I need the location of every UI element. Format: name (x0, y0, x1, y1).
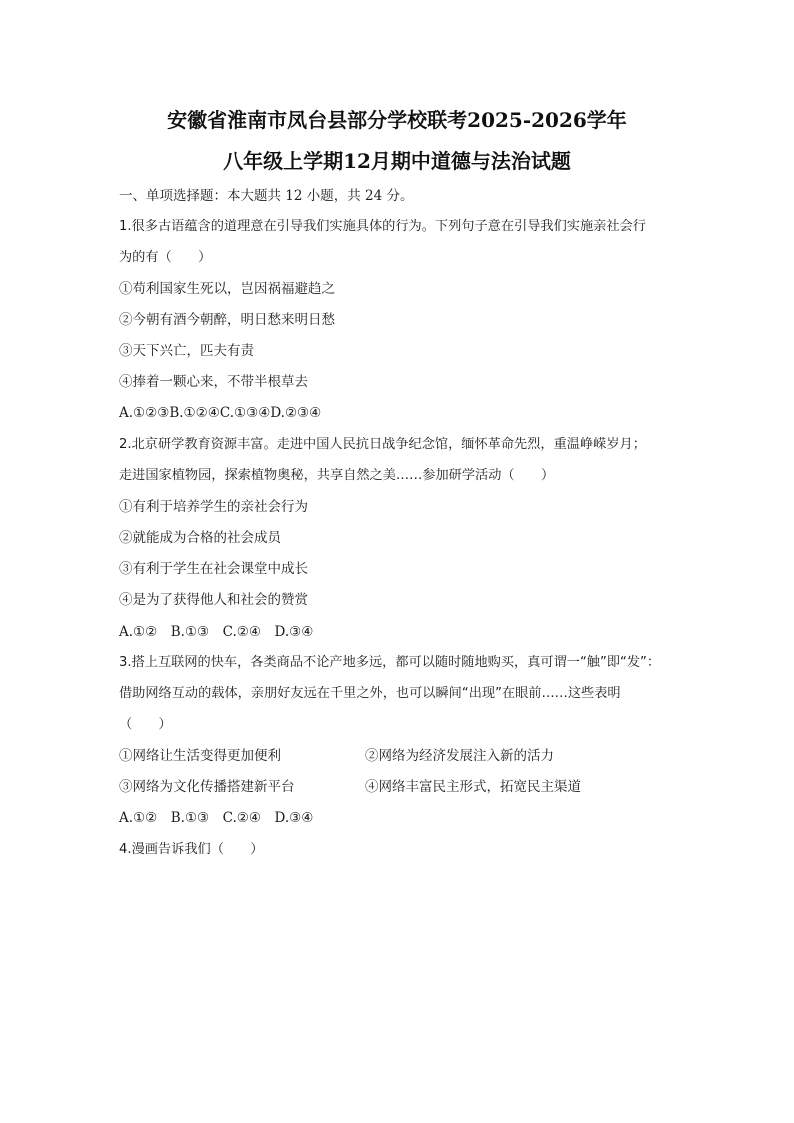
question-1-options: A.①②③B.①②④C.①③④D.②③④ (119, 405, 322, 421)
page-subtitle: 八年级上学期12月期中道德与法治试题 (223, 149, 571, 173)
question-3-stem-line-1: 3.搭上互联网的快车，各类商品不论产地多远，都可以随时随地购买，真可谓一“触”即“发”： (119, 655, 661, 670)
question-1-item-1: ①苟利国家生死以，岂因祸福避趋之 (119, 281, 335, 297)
question-3-options: A.①② B.①③ C.②④ D.③④ (119, 810, 314, 826)
question-3-stem-line-3: （ ） (119, 717, 172, 732)
question-3-item-4: ④网络丰富民主形式，拓宽民主渠道 (365, 779, 581, 795)
question-3-item-2: ②网络为经济发展注入新的活力 (365, 748, 554, 764)
question-2-stem-line-1: 2.北京研学教育资源丰富。走进中国人民抗日战争纪念馆，缅怀革命先烈，重温峥嵘岁月； (119, 437, 646, 452)
question-1-item-2: ②今朝有酒今朝醉，明日愁来明日愁 (119, 312, 335, 328)
question-2-item-3: ③有利于学生在社会课堂中成长 (119, 561, 308, 577)
question-3-item-3: ③网络为文化传播搭建新平台 (119, 779, 295, 795)
question-2-options: A.①② B.①③ C.②④ D.③④ (119, 624, 314, 640)
question-2-item-2: ②就能成为合格的社会成员 (119, 530, 281, 546)
question-1-stem-line-1: 1.很多古语蕴含的道理意在引导我们实施具体的行为。下列句子意在引导我们实施亲社会行 (119, 219, 646, 234)
question-2-item-4: ④是为了获得他人和社会的赞赏 (119, 592, 308, 608)
question-1-stem-line-2: 为的有（ ） (119, 250, 212, 265)
question-3-stem-line-2: 借助网络互动的载体，亲朋好友远在千里之外，也可以瞬间“出现”在眼前……这些表明 (119, 686, 621, 701)
question-2-stem-line-2: 走进国家植物园，探索植物奥秘，共享自然之美……参加研学活动（ ） (119, 468, 555, 483)
page-title: 安徽省淮南市凤台县部分学校联考2025-2026学年 (167, 108, 627, 132)
question-2-item-1: ①有利于培养学生的亲社会行为 (119, 499, 308, 515)
question-3-item-1: ①网络让生活变得更加便利 (119, 748, 281, 764)
section-heading: 一、单项选择题：本大题共 12 小题，共 24 分。 (119, 188, 414, 204)
question-1-item-4: ④捧着一颗心来，不带半根草去 (119, 374, 308, 390)
question-1-item-3: ③天下兴亡，匹夫有责 (119, 343, 254, 359)
question-4-stem-line-1: 4.漫画告诉我们（ ） (119, 842, 264, 857)
